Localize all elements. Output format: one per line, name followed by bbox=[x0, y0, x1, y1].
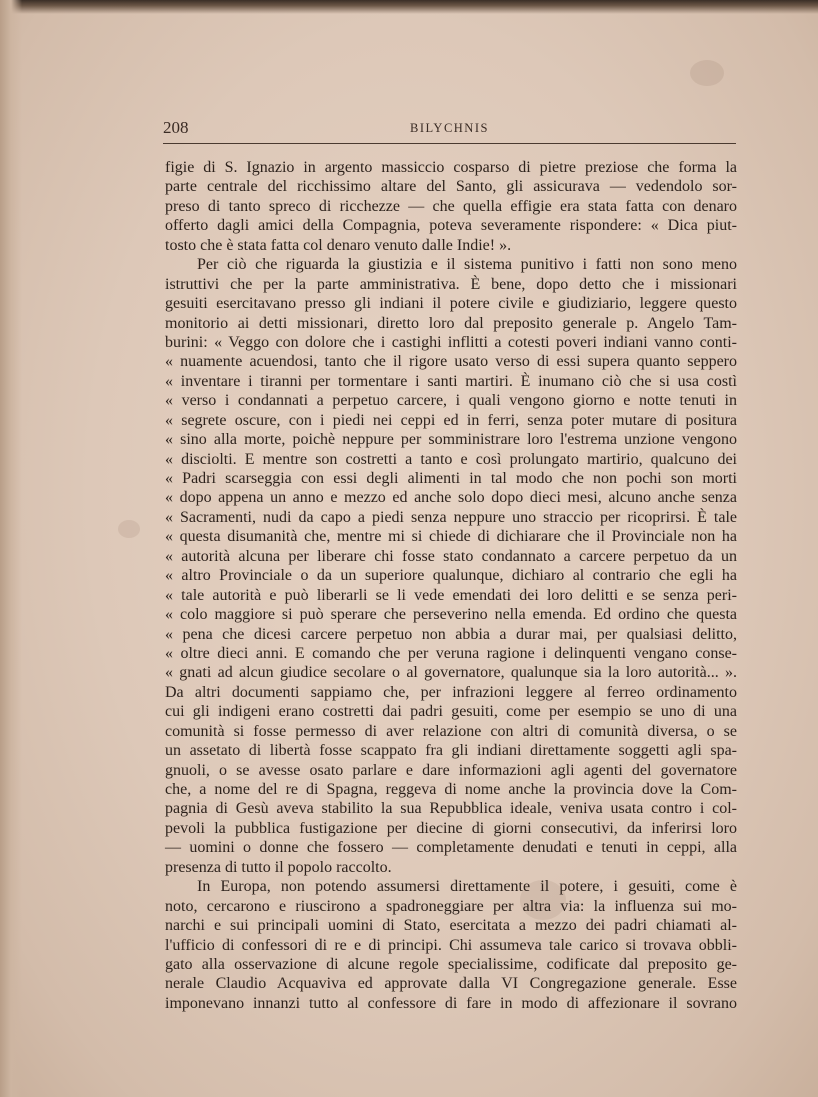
running-title: BILYCHNIS bbox=[410, 121, 489, 135]
text-line: narchi e sui principali uomini di Stato, esercitata a mezzo dei padri chiamati al- bbox=[165, 917, 737, 935]
text-line: monitorio ai detti missionari, diretto loro dal preposito generale p. Angelo Tam- bbox=[165, 314, 737, 332]
text-line: « Padri scarseggia con essi degli alimenti in tal modo che non pochi son morti bbox=[165, 470, 737, 487]
text-line: gesuiti esercitavano presso gli indiani il potere civile e giudiziario, leggere questo bbox=[165, 295, 737, 313]
text-line: « verso i condannati a perpetuo carcere, i quali vengono giorno e notte tenuti in bbox=[165, 392, 737, 410]
page-top-edge bbox=[0, 0, 818, 14]
text-line: un assetato di libertà fosse scappato fra gli indiani direttamente soggetti agli spa- bbox=[165, 742, 737, 760]
text-line: « colo maggiore si può sperare che perseverino nella emenda. Ed ordino che questa bbox=[165, 606, 737, 624]
text-line: noto, cercarono e riuscirono a spadroneggiare per altra via: la influenza sui mo- bbox=[165, 897, 737, 915]
text-line: In Europa, non potendo assumersi direttamente il potere, i gesuiti, come è bbox=[197, 878, 737, 896]
text-line: Da altri documenti sappiamo che, per infrazioni leggere al ferreo ordinamento bbox=[165, 683, 737, 701]
text-line: « segrete oscure, con i piedi nei ceppi ed in ferri, senza poter mutare di positura bbox=[165, 411, 737, 429]
text-line: gnuoli, o se avesse osato parlare e dare informazioni agli agenti del governatore bbox=[165, 761, 737, 779]
paper-stain bbox=[118, 520, 140, 538]
text-line: « inventare i tiranni per tormentare i santi martiri. È inumano ciò che si usa costì bbox=[165, 372, 737, 390]
text-line: « pena che dicesi carcere perpetuo non abbia a durar mai, per qualsiasi delitto, bbox=[165, 625, 737, 643]
text-line: che, a nome del re di Spagna, reggeva di nome anche la provincia dove la Com- bbox=[165, 781, 737, 798]
text-line: imponevano innanzi tutto al confessore di fare in modo di affezionare il sovrano bbox=[165, 994, 737, 1012]
page-header bbox=[163, 118, 736, 142]
text-line: « questa disumanità che, mentre mi si chiede di dichiarare che il Provinciale non ha bbox=[165, 528, 737, 546]
page-number: 208 bbox=[163, 118, 189, 137]
header-rule bbox=[163, 143, 736, 144]
text-line: « gnati ad alcun giudice secolare o al governatore, qualunque sia la loro autorità... ». bbox=[165, 664, 737, 682]
text-line: comunità si fosse permesso di aver relazione con altri di comunità diversa, o se bbox=[165, 722, 737, 740]
body-text bbox=[165, 158, 737, 1013]
text-line: « tale autorità e può liberarli se li vede emendati dei loro delitti e se senza peri- bbox=[165, 586, 737, 604]
text-line: tosto che è stata fatta col denaro venuto dalle Indie! ». bbox=[165, 236, 512, 254]
page-binding-edge bbox=[0, 0, 22, 1097]
text-line: parte centrale del ricchissimo altare del Santo, gli assicurava — vedendolo sor- bbox=[165, 178, 737, 196]
text-line: figie di S. Ignazio in argento massiccio cosparso di pietre preziose che forma la bbox=[165, 159, 737, 176]
text-line: « disciolti. E mentre son costretti a tanto e così prolungato martirio, qualcuno dei bbox=[165, 450, 737, 468]
text-line: l'ufficio di confessori di re e di principi. Chi assumeva tale carico si trovava obbli- bbox=[165, 936, 737, 954]
text-line: « Sacramenti, nudi da capo a piedi senza neppure uno straccio per ricoprirsi. È tale bbox=[165, 508, 737, 526]
text-line: — uomini o donne che fossero — completamente denudati e tenuti in ceppi, alla bbox=[165, 839, 737, 857]
text-line: « autorità alcuna per liberare chi fosse stato condannato a carcere perpetuo da un bbox=[165, 547, 737, 565]
text-line: nerale Claudio Acquaviva ed approvate dalla VI Congregazione generale. Esse bbox=[165, 975, 737, 993]
text-line: pevoli la pubblica fustigazione per diecine di giorni consecutivi, da inferirsi loro bbox=[165, 819, 737, 837]
text-line: « sino alla morte, poichè neppure per somministrare loro l'estrema unzione vengono bbox=[165, 431, 737, 449]
paper-stain bbox=[690, 60, 724, 86]
text-line: « nuamente acuendosi, tanto che il rigore usato verso di essi supera quanto seppero bbox=[165, 353, 737, 371]
text-line: « oltre dieci anni. E comando che per veruna ragione i delinquenti vengano conse- bbox=[165, 644, 737, 662]
text-line: cui gli indigeni erano costretti dai padri gesuiti, come per esempio se uno di una bbox=[165, 703, 737, 721]
text-line: Per ciò che riguarda la giustizia e il sistema punitivo i fatti non sono meno bbox=[197, 256, 737, 274]
text-line: « altro Provinciale o da un superiore qualunque, dichiaro al contrario che egli ha bbox=[165, 567, 737, 585]
text-line: pagnia di Gesù aveva stabilito la sua Repubblica ideale, veniva usata contro i col- bbox=[165, 800, 737, 818]
text-line: « dopo appena un anno e mezzo ed anche solo dopo dieci mesi, alcuno anche senza bbox=[165, 489, 737, 507]
text-line: offerto dagli amici della Compagnia, poteva severamente rispondere: « Dica piut- bbox=[165, 217, 737, 235]
text-line: presenza di tutto il popolo raccolto. bbox=[165, 858, 392, 876]
text-line: preso di tanto spreco di ricchezze — che quella effigie era stata fatta con denaro bbox=[165, 197, 737, 215]
text-line: gato alla osservazione di alcune regole specialissime, codificate dal preposito ge- bbox=[165, 955, 737, 973]
text-line: istruttivi che per la parte amministrativa. È bene, dopo detto che i missionari bbox=[165, 275, 737, 293]
text-line: burini: « Veggo con dolore che i castighi inflitti a cotesti poveri indiani vanno conti- bbox=[165, 333, 737, 351]
